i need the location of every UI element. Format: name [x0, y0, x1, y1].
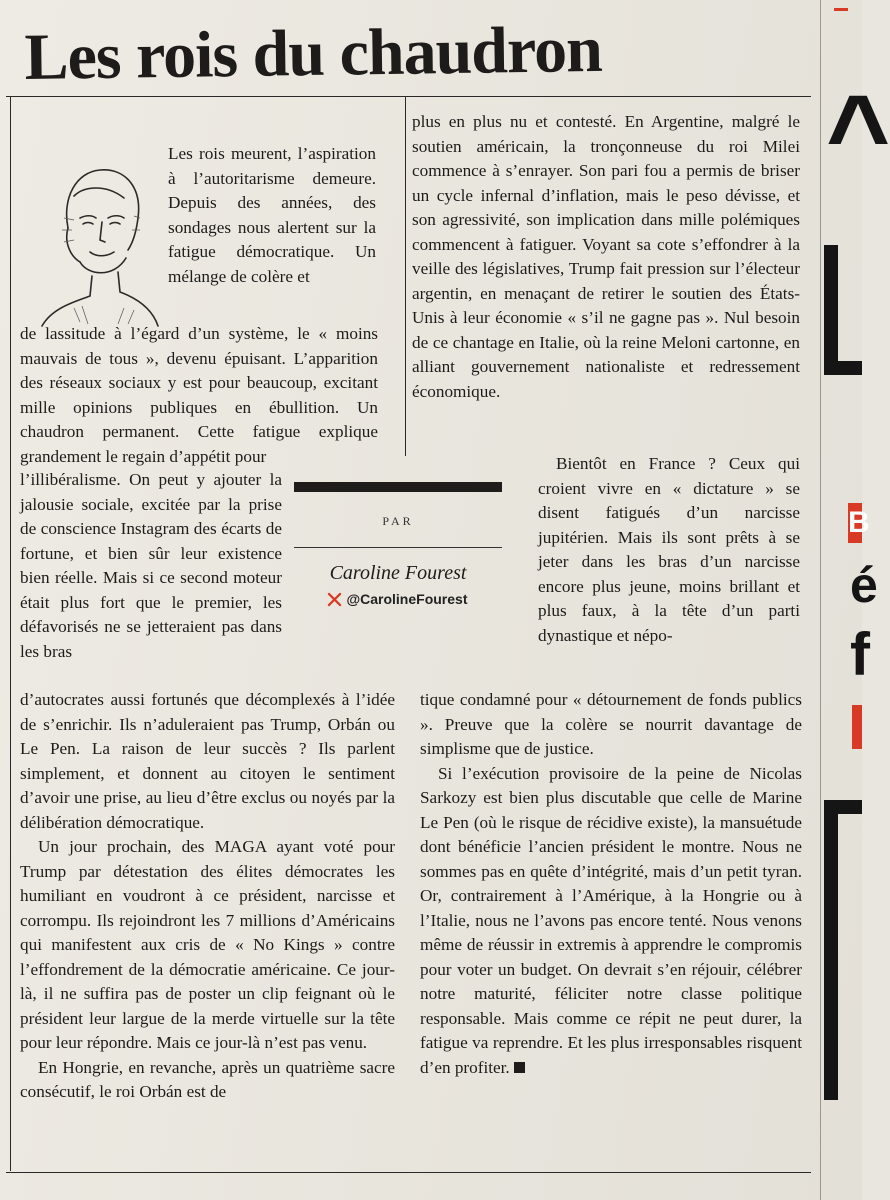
author-social-handle[interactable]	[328, 591, 467, 607]
byline-prefix: PAR	[382, 514, 414, 528]
top-rule	[6, 96, 811, 97]
article-title: Les rois du chaudron	[24, 12, 603, 94]
article-text-col1-block3: l’illibéralisme. On peut y ajouter la jalousie sociale, excitée par la prise de conscience Instagram des écarts de fortune, et bien sûr leur existence bien réelle. Mais si ce second moteur était plus fort que le premier, les défavorisés ne se jetteraient pas dans les bras	[20, 470, 282, 661]
article-text-col1-block2: de lassitude à l’égard d’un système, le « moins mauvais de tous », devenu épuisant. L’apparition des réseaux sociaux y est pour beaucoup, excitant mille opinions publiques en ébullition. Un chaudron permanent. Cette fatigue explique grandement le regain d’appétit pour	[20, 324, 378, 466]
end-of-article-mark	[514, 1062, 525, 1073]
adjacent-fragment-e: é	[850, 557, 878, 613]
article-text-col2-block3: tique condamné pour « détournement de fonds publics ». Preuve que la colère se nourrit davantage de simplisme que de justice. Si l’exécution provisoire de la peine de Nicolas Sarkozy est bien plus discutable que celle de Marine Le Pen (où le risque de récidive existe), la mansuétude dont bénéficie l’ancien président le montre. Nous ne sommes pas en quête d’intégrité, mais d’un petit tyran. Or, contrairement à l’Amérique, à la Hongrie ou à l’Italie, nous ne l’avons pas encore tenté. Nous venons même de réussir in extremis à apprendre le compromis pour voter un budget. On devrait s’en réjouir, célébrer notre maturité, féliciter notre classe politique responsable. Mais comme ce répit ne peut durer, la fatigue va reprendre. Et les plus irresponsables risquent d’en profiter.	[420, 690, 802, 1077]
left-margin-rule	[10, 96, 11, 1171]
article-text-col2-block1: plus en plus nu et contesté. En Argentine, malgré le soutien américain, la tronçonneuse du roi Milei commence à s’enrayer. Son pari fou a permis de briser un cycle infernal d’inflation, mais le peso dévisse, et son agressivité, son implication dans mille polémiques commencent à fatiguer. Voyant sa cote s’effondrer à la veille des législatives, Trump fait pression sur l’électeur argentin, en menaçant de retirer le soutien des États-Unis à leur économie « s’il ne gagne pas ». Nul besoin de ce chantage en Italie, où la reine Meloni cartonne, en alliant gouvernement nationaliste et redressement économique.	[412, 112, 800, 401]
x-logo-icon	[328, 593, 341, 606]
author-name: Caroline Fourest	[329, 562, 467, 584]
column-divider-rule	[405, 96, 406, 456]
handle-text: @CarolineFourest	[346, 591, 468, 607]
byline-box	[294, 482, 502, 611]
byline-divider	[294, 547, 502, 548]
author-portrait-illustration	[34, 158, 162, 328]
article-text-col2-block2: Bientôt en France ? Ceux qui croient vivre en « dictature » se disent fatigués d’un narcisse jupitérien. Mais ils sont prêts à se jeter dans les bras d’un narcisse encore plus jeune, moins brillant et plus faux, à la tête d’un parti dynastique et népo-	[538, 454, 800, 645]
adjacent-fragment-b: B	[848, 506, 870, 539]
adjacent-fragment-f: f	[850, 621, 870, 688]
byline-top-bar	[294, 482, 502, 492]
bottom-rule	[6, 1172, 811, 1173]
adjacent-page-edge: ^ B é f	[812, 0, 862, 1200]
article-text-col1-intro: Les rois meurent, l’aspiration à l’autoritarisme demeure. Depuis des années, des sondages nous alertent sur la fatigue démocratique. Un mélange de colère et	[168, 144, 376, 286]
article-text-col1-block4: d’autocrates aussi fortunés que décomplexés à l’idée de s’enrichir. Ils n’aduleraient pas Trump, Orbán ou Le Pen. La raison de leur succès ? Ils parlent simplement, et donnent au citoyen le sentiment d’avoir une prise, au lieu d’être exclus ou noyés par la délibération démocratique. Un jour prochain, des MAGA ayant voté pour Trump par détestation des élites démocrates les humiliant en voudront à ce président, narcisse et corrompu. Ils rejoindront les 7 millions d’Américains qui manifestent aux cris de « No Kings » contre l’effondrement de la démocratie américaine. Ce jour-là, il ne suffira pas de poster un clip feignant où le président leur largue de la merde virtuelle sur la tête pour leur répondre. Mais ce jour-là n’est pas venu. En Hongrie, en revanche, après un quatrième sacre consécutif, le roi Orbán est de	[20, 690, 395, 1101]
